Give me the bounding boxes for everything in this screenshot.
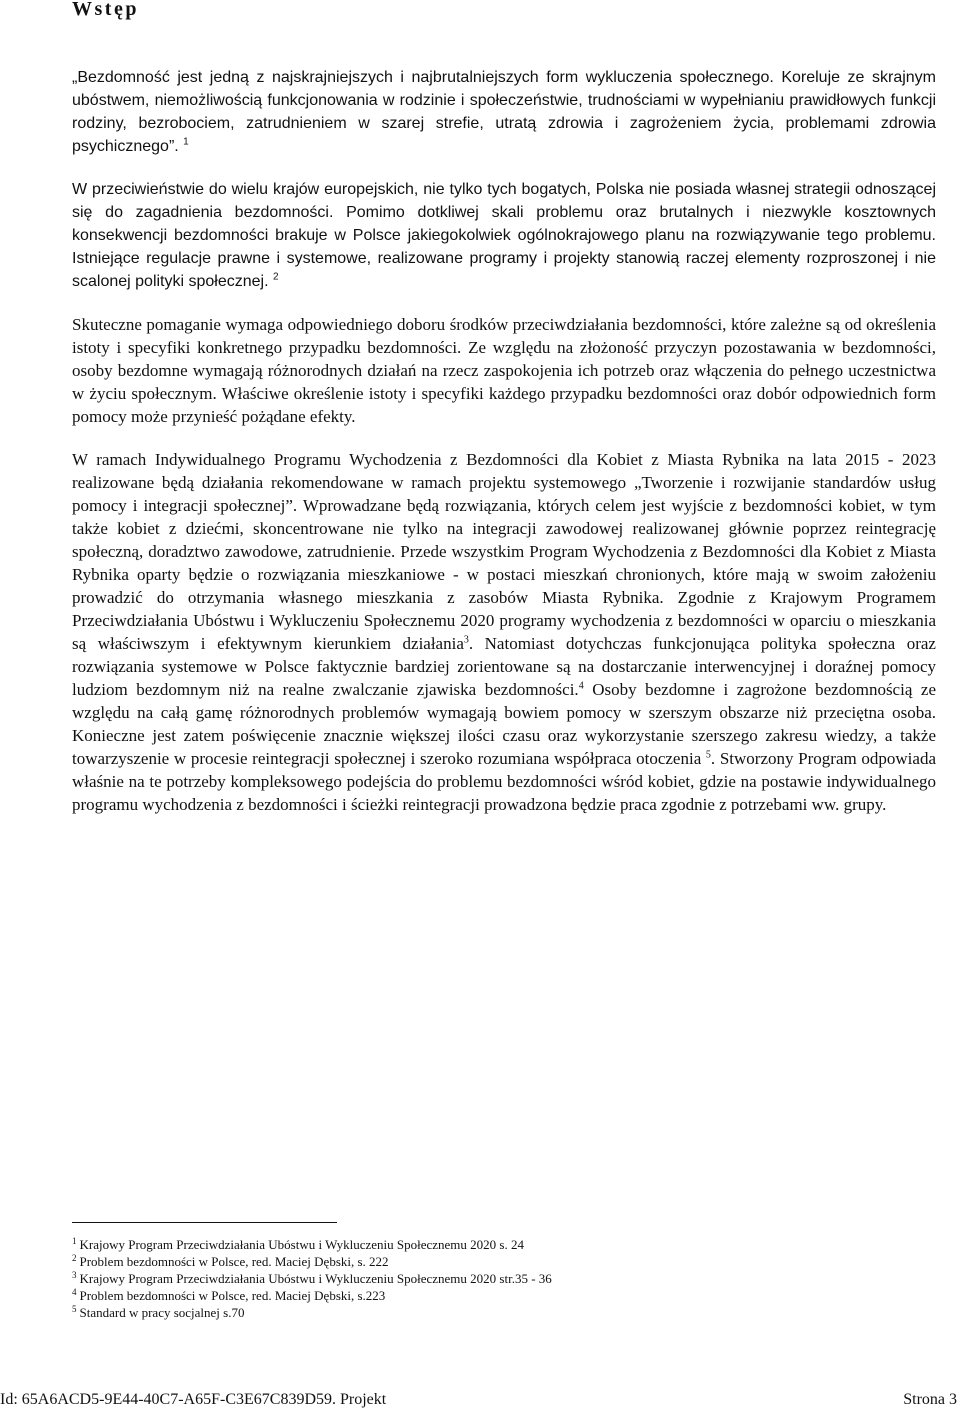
section-heading: Wstęp (72, 0, 139, 20)
document-id: Id: 65A6ACD5-9E44-40C7-A65F-C3E67C839D59. Projekt (0, 1391, 387, 1408)
footnote-ref: 3 (463, 634, 469, 646)
footnote (72, 1304, 932, 1321)
footnote-ref: 1 (183, 136, 189, 148)
footnote-number: 5 (72, 1303, 77, 1314)
page-number: Strona 3 (903, 1391, 957, 1408)
footnote-text: Standard w pracy socjalnej s.70 (79, 1305, 245, 1320)
footnote (72, 1253, 932, 1270)
footnote-ref: 5 (705, 749, 711, 761)
footnote-number: 2 (72, 1252, 77, 1263)
footnote-text: Problem bezdomności w Polsce, red. Maciej Dębski, s. 222 (79, 1254, 389, 1269)
footnote-number: 4 (72, 1286, 77, 1297)
paragraph-text: W przeciwieństwie do wielu krajów europejskich, nie tylko tych bogatych, Polska nie posiada własnej strategii odnoszącej się do zagadnienia bezdomności. Pomimo dotkliwej skali problemu oraz brutalnych i niezwykle kosztownych konsekwencji bezdomności brakuje w Polsce jakiegokolwiek ogólnokrajowego planu na rozwiązywanie tego problemu. Istniejące regulacje prawne i systemowe, realizowane programy i projekty stanowią raczej elementy rozproszonej i nie scalonej polityki społecznej. (72, 181, 936, 290)
footnote-ref: 4 (578, 680, 584, 692)
paragraph-2 (72, 178, 936, 293)
paragraph-text: . Natomiast dotychczas funkcjonująca polityka społeczna oraz rozwiązania systemowe w Polsce faktycznie bardziej zorientowane są na dostarczanie interwencyjnej i doraźnej pomocy ludziom bezdomnym niż na realne zwalczanie zjawiska bezdomności. (72, 634, 936, 699)
footnote-number: 1 (72, 1235, 77, 1246)
paragraph-4 (72, 448, 936, 816)
footnote-number: 3 (72, 1269, 77, 1280)
footnote (72, 1236, 932, 1253)
footnote (72, 1270, 932, 1287)
body-text (72, 66, 936, 836)
paragraph-text: Osoby bezdomne i zagrożone bezdomnością ze względu na całą gamę różnorodnych problemów wymagają bowiem pomocy w szerszym obszarze niż przeciętna osoba. Konieczne jest zatem poświęcenie znacznie większej ilości czasu oraz wykorzystanie szerszego zakresu wiedzy, a także towarzyszenie w procesie reintegracji społecznej i szeroko rozumiana współpraca otoczenia (72, 680, 936, 768)
paragraph-text: „Bezdomność jest jedną z najskrajniejszych i najbrutalniejszych form wykluczenia społecznego. Koreluje ze skrajnym ubóstwem, niemożliwością funkcjonowania w rodzinie i społeczeństwie, trudnościami w wypełnianiu prawidłowych funkcji rodziny, bezrobociem, zatrudnieniem w szarej strefie, utratą zdrowia i zagrożeniem życia, problemami zdrowia psychicznego”. (72, 69, 936, 155)
footnote (72, 1287, 932, 1304)
footnote-divider (72, 1222, 337, 1223)
paragraph-text: Skuteczne pomaganie wymaga odpowiedniego doboru środków przeciwdziałania bezdomności, które zależne są od określenia istoty i specyfiki konkretnego przypadku bezdomności. Ze względu na złożoność przyczyn pozostawania w bezdomności, osoby bezdomne wymagają różnorodnych działań na rzecz zaspokojenia ich potrzeb oraz włączenia do pełnego uczestnictwa w życiu społecznym. Właściwe określenie istoty i specyfiki każdego przypadku bezdomności oraz dobór odpowiednich form pomocy może przynieść pożądane efekty. (72, 315, 936, 426)
footnote-text: Krajowy Program Przeciwdziałania Ubóstwu i Wykluczeniu Społecznemu 2020 s. 24 (79, 1237, 524, 1252)
footnote-ref: 2 (273, 271, 279, 283)
paragraph-1 (72, 66, 936, 158)
footnote-text: Krajowy Program Przeciwdziałania Ubóstwu i Wykluczeniu Społecznemu 2020 str.35 - 36 (79, 1271, 552, 1286)
page-footer (0, 1391, 960, 1413)
paragraph-3 (72, 313, 936, 428)
footnote-text: Problem bezdomności w Polsce, red. Maciej Dębski, s.223 (79, 1288, 386, 1303)
paragraph-text: . Stworzony Program odpowiada właśnie na te potrzeby kompleksowego podejścia do problemu bezdomności wśród kobiet, gdzie na postawie indywidualnego programu wychodzenia z bezdomności i ścieżki reintegracji prowadzona będzie praca zgodnie z potrzebami ww. grupy. (72, 749, 936, 814)
footnotes (72, 1236, 932, 1321)
paragraph-text: W ramach Indywidualnego Programu Wychodzenia z Bezdomności dla Kobiet z Miasta Rybnika na lata 2015 - 2023 realizowane będą działania rekomendowane w ramach projektu systemowego „Tworzenie i rozwijanie standardów usług pomocy i integracji społecznej”. Wprowadzane będą rozwiązania, których celem jest wyjście z bezdomności kobiet, w tym także kobiet z dziećmi, skoncentrowane nie tylko na integracji zawodowej realizowanej głównie poprzez reintegrację społeczną, doradztwo zawodowe, zatrudnienie. Przede wszystkim Program Wychodzenia z Bezdomności dla Kobiet z Miasta Rybnika oparty będzie o rozwiązania mieszkaniowe - w postaci mieszkań chronionych, które mają w swoim założeniu prowadzić do otrzymania własnego mieszkania z zasobów Miasta Rybnika. Zgodnie z Krajowym Programem Przeciwdziałania Ubóstwu i Wykluczeniu Społecznemu 2020 programy wychodzenia z bezdomności w oparciu o mieszkania są właściwszym i efektywnym kierunkiem działania (72, 450, 936, 653)
